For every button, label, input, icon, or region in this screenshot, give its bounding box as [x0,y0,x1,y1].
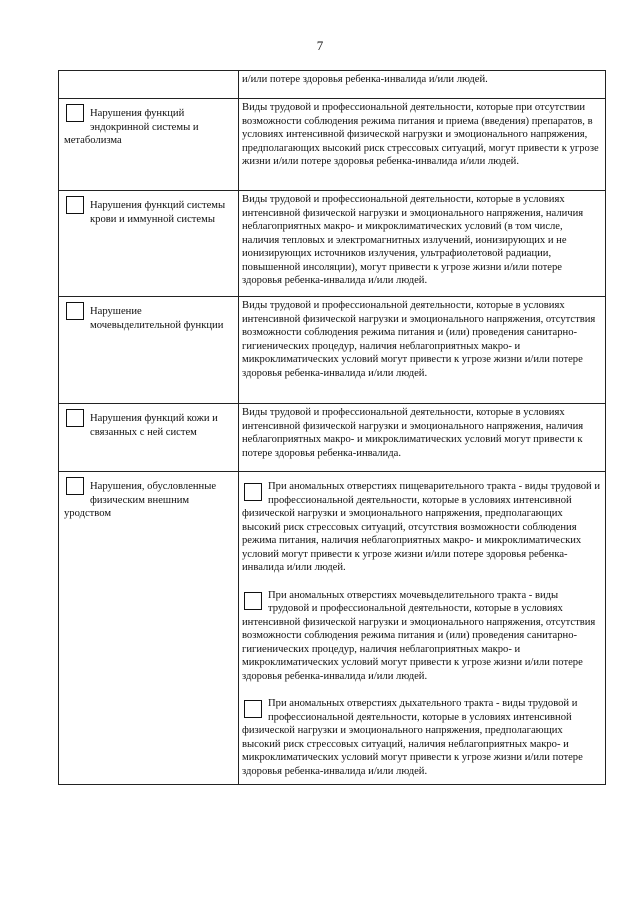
table-cell-right [239,472,606,785]
sub-item [242,480,601,575]
condition-label: Нарушения функций эндокринной системы и метаболизма [64,108,199,146]
table-cell-right: Виды трудовой и профессиональной деятельности, которые в условиях интенсивной физической нагрузки и эмоционального напряжения, наличия неблагоприятных макро- и микроклиматических условий могут привести к потере здоровья ребенка-инвалида. [239,404,606,472]
table-cell-left [59,191,239,297]
condition-label: Нарушения функций системы крови и иммунной системы [90,200,226,225]
table-cell-right: Виды трудовой и профессиональной деятельности, которые в условиях интенсивной физической нагрузки и эмоционального напряжения, наличия неблагоприятных макро- и микроклиматических условий (в том числе, наличия тепловых и электромагнитных излучений, ионизирующих и не ионизирующих источников излучения, ультрафиолетовой радиации, повышенной инсоляции), могут привести к угрозе жизни и/или потере здоровья ребенка-инвалида и/или людей. [239,191,606,297]
restrictions-table [58,70,606,785]
condition-label: Нарушения функций кожи и связанных с ней систем [90,413,218,438]
sub-item-text: При аномальных отверстиях мочевыделительного тракта - виды трудовой и профессиональной деятельности, которые в условиях интенсивной физической нагрузки и эмоционального напряжения, отсутствия возможности соблюдения режима питания и (или) проведения санитарно-гигиенических процедур, наличия неблагоприятных макро- и микроклиматических условий могут привести к угрозе жизни и/или потере здоровья ребенка-инвалида и/или людей. [242,589,596,682]
table-cell-right: Виды трудовой и профессиональной деятельности, которые при отсутствии возможности соблюдения режима питания и приема (введения) препаратов, в условиях интенсивной физической нагрузки и эмоционального напряжения, предполагающих высокий риск стрессовых ситуаций, могут привести к угрозе жизни и/или потере здоровья ребенка-инвалида и/или людей. [239,99,606,191]
table-row [59,191,606,297]
table-cell-right: и/или потере здоровья ребенка-инвалида и/или людей. [239,71,606,99]
table-row [59,71,606,99]
sub-item [242,697,601,778]
table-cell-left [59,472,239,785]
sub-item-text: При аномальных отверстиях пищеварительного тракта - виды трудовой и профессиональной деятельности, которые в условиях интенсивной физической нагрузки и эмоционального напряжения, предполагающих высокий риск стрессовых ситуаций, отсутствия возможности соблюдения режима питания, наличия неблагоприятных макро- и микроклиматических условий могут привести к угрозе жизни и/или потере здоровья ребенка-инвалида и/или людей. [242,481,601,573]
page-number: 7 [316,38,324,53]
checkbox[interactable] [244,483,262,501]
table-cell-left [59,99,239,191]
table-cell-left [59,71,239,99]
checkbox[interactable] [66,477,84,495]
condition-label: Нарушение мочевыделительной функции [90,306,224,331]
sub-item [242,589,601,684]
table-row [59,404,606,472]
table-row [59,472,606,785]
table-row [59,99,606,191]
checkbox[interactable] [66,409,84,427]
checkbox[interactable] [66,196,84,214]
table-cell-right: Виды трудовой и профессиональной деятельности, которые в условиях интенсивной физической нагрузки и эмоционального напряжения, отсутствия возможности соблюдения режима питания и (или) проведения санитарно-гигиенических процедур, наличия неблагоприятных макро- и микроклиматических условий могут привести к угрозе жизни и/или потере здоровья ребенка-инвалида и/или людей. [239,297,606,404]
table-cell-left [59,297,239,404]
checkbox[interactable] [66,104,84,122]
checkbox[interactable] [244,700,262,718]
condition-label: Нарушения, обусловленные физическим внешним уродством [64,481,217,519]
checkbox[interactable] [66,302,84,320]
table-row [59,297,606,404]
table-cell-left [59,404,239,472]
checkbox[interactable] [244,592,262,610]
sub-item-text: При аномальных отверстиях дыхательного тракта - виды трудовой и профессиональной деятельности, которые в условиях интенсивной физической нагрузки и эмоционального напряжения, предполагающих высокий риск стрессовых ситуаций, наличия неблагоприятных макро- и микроклиматических условий могут привести к угрозе жизни и/или потере здоровья ребенка-инвалида и/или людей. [242,698,583,777]
